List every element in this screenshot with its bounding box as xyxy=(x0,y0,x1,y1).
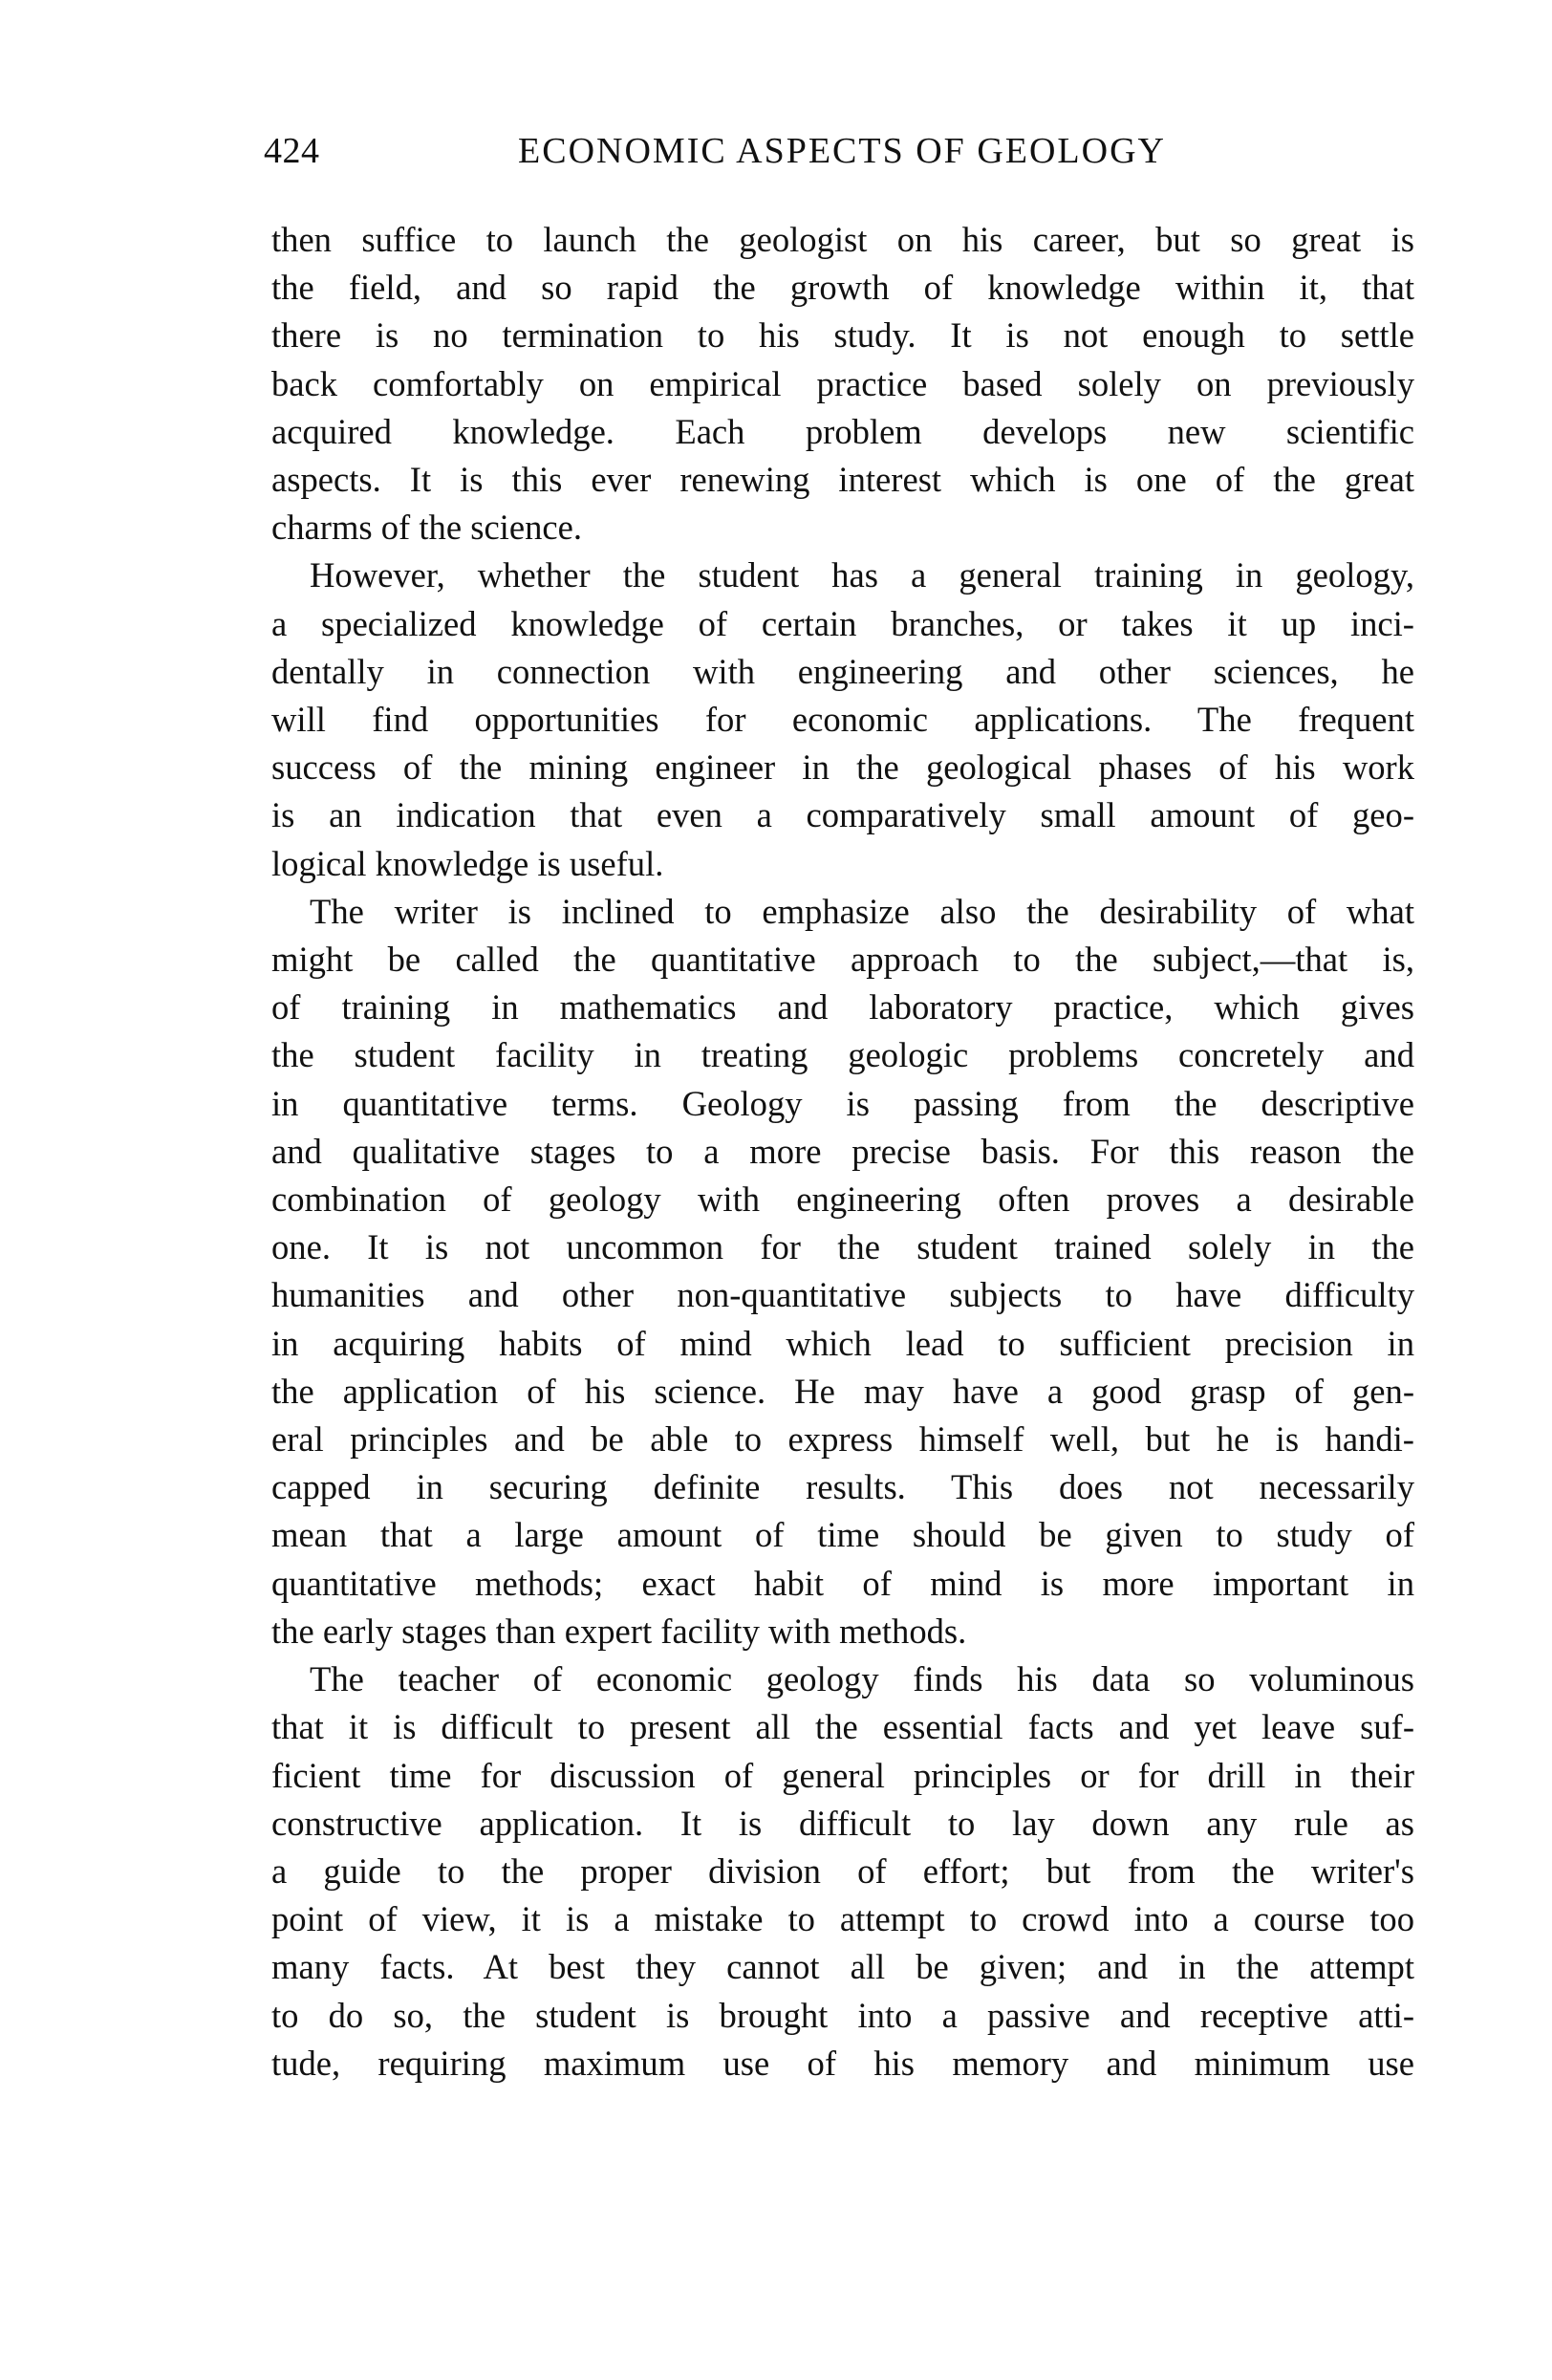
text-line: might be called the quantitative approach to the subject,—that is, xyxy=(271,940,1414,980)
text-line: is an indication that even a comparatively small amount of geo- xyxy=(271,795,1414,835)
page-header xyxy=(264,122,1420,180)
text-line: However, whether the student has a general training in geology, xyxy=(310,555,1414,595)
running-head: ECONOMIC ASPECTS OF GEOLOGY xyxy=(518,131,1166,171)
text-line: dentally in connection with engineering and other sciences, he xyxy=(271,651,1414,691)
text-line: ficient time for discussion of general principles or for drill in their xyxy=(271,1755,1414,1795)
text-line: point of view, it is a mistake to attempt to crowd into a course too xyxy=(271,1899,1414,1939)
text-line: the application of his science. He may have a good grasp of gen- xyxy=(271,1371,1414,1411)
paragraph xyxy=(271,216,1414,552)
paragraph xyxy=(271,888,1414,1655)
paragraph xyxy=(271,552,1414,887)
text-line: charms of the science. xyxy=(271,508,582,548)
text-line: The writer is inclined to emphasize also the desirability of what xyxy=(310,891,1414,931)
text-line: one. It is not uncommon for the student trained solely in the xyxy=(271,1227,1414,1267)
text-line: logical knowledge is useful. xyxy=(271,843,664,883)
text-line: combination of geology with engineering often proves a desirable xyxy=(271,1179,1414,1220)
text-line: aspects. It is this ever renewing interest which is one of the great xyxy=(271,460,1414,500)
text-line: humanities and other non-quantitative subjects to have difficulty xyxy=(271,1275,1414,1315)
text-line: in acquiring habits of mind which lead to sufficient precision in xyxy=(271,1323,1414,1363)
text-line: will find opportunities for economic applications. The frequent xyxy=(271,700,1414,740)
text-line: a specialized knowledge of certain branches, or takes it up inci- xyxy=(271,603,1414,643)
text-line: quantitative methods; exact habit of mind is more important in xyxy=(271,1563,1414,1603)
text-line: many facts. At best they cannot all be given; and in the attempt xyxy=(271,1947,1414,1987)
text-line: of training in mathematics and laboratory practice, which gives xyxy=(271,987,1414,1028)
page-number: 424 xyxy=(264,131,320,171)
text-line: a guide to the proper division of effort; but from the writer's xyxy=(271,1850,1414,1891)
text-line: tude, requiring maximum use of his memory and minimum use xyxy=(271,2043,1414,2083)
paragraph xyxy=(271,1655,1414,2088)
text-line: in quantitative terms. Geology is passing from the descriptive xyxy=(271,1083,1414,1123)
text-line: The teacher of economic geology finds his data so voluminous xyxy=(310,1659,1414,1699)
text-line: and qualitative stages to a more precise basis. For this reason the xyxy=(271,1131,1414,1171)
text-line: to do so, the student is brought into a passive and receptive atti- xyxy=(271,1995,1414,2035)
text-line: back comfortably on empirical practice based solely on previously xyxy=(271,363,1414,403)
text-line: the student facility in treating geologic problems concretely and xyxy=(271,1035,1414,1075)
text-line: capped in securing definite results. This does not necessarily xyxy=(271,1467,1414,1507)
text-line: the field, and so rapid the growth of knowledge within it, that xyxy=(271,268,1414,308)
body-text xyxy=(271,216,1414,2088)
text-line: acquired knowledge. Each problem develops new scientific xyxy=(271,411,1414,451)
text-line: there is no termination to his study. It is not enough to settle xyxy=(271,315,1414,356)
text-line: mean that a large amount of time should be given to study of xyxy=(271,1515,1414,1555)
text-line: the early stages than expert facility with methods. xyxy=(271,1611,967,1651)
text-line: constructive application. It is difficult to lay down any rule as xyxy=(271,1803,1414,1843)
text-line: then suffice to launch the geologist on his career, but so great is xyxy=(271,220,1414,259)
text-line: success of the mining engineer in the geological phases of his work xyxy=(271,747,1414,788)
text-line: eral principles and be able to express himself well, but he is handi- xyxy=(271,1419,1414,1460)
text-line: that it is difficult to present all the essential facts and yet leave suf- xyxy=(271,1707,1414,1747)
